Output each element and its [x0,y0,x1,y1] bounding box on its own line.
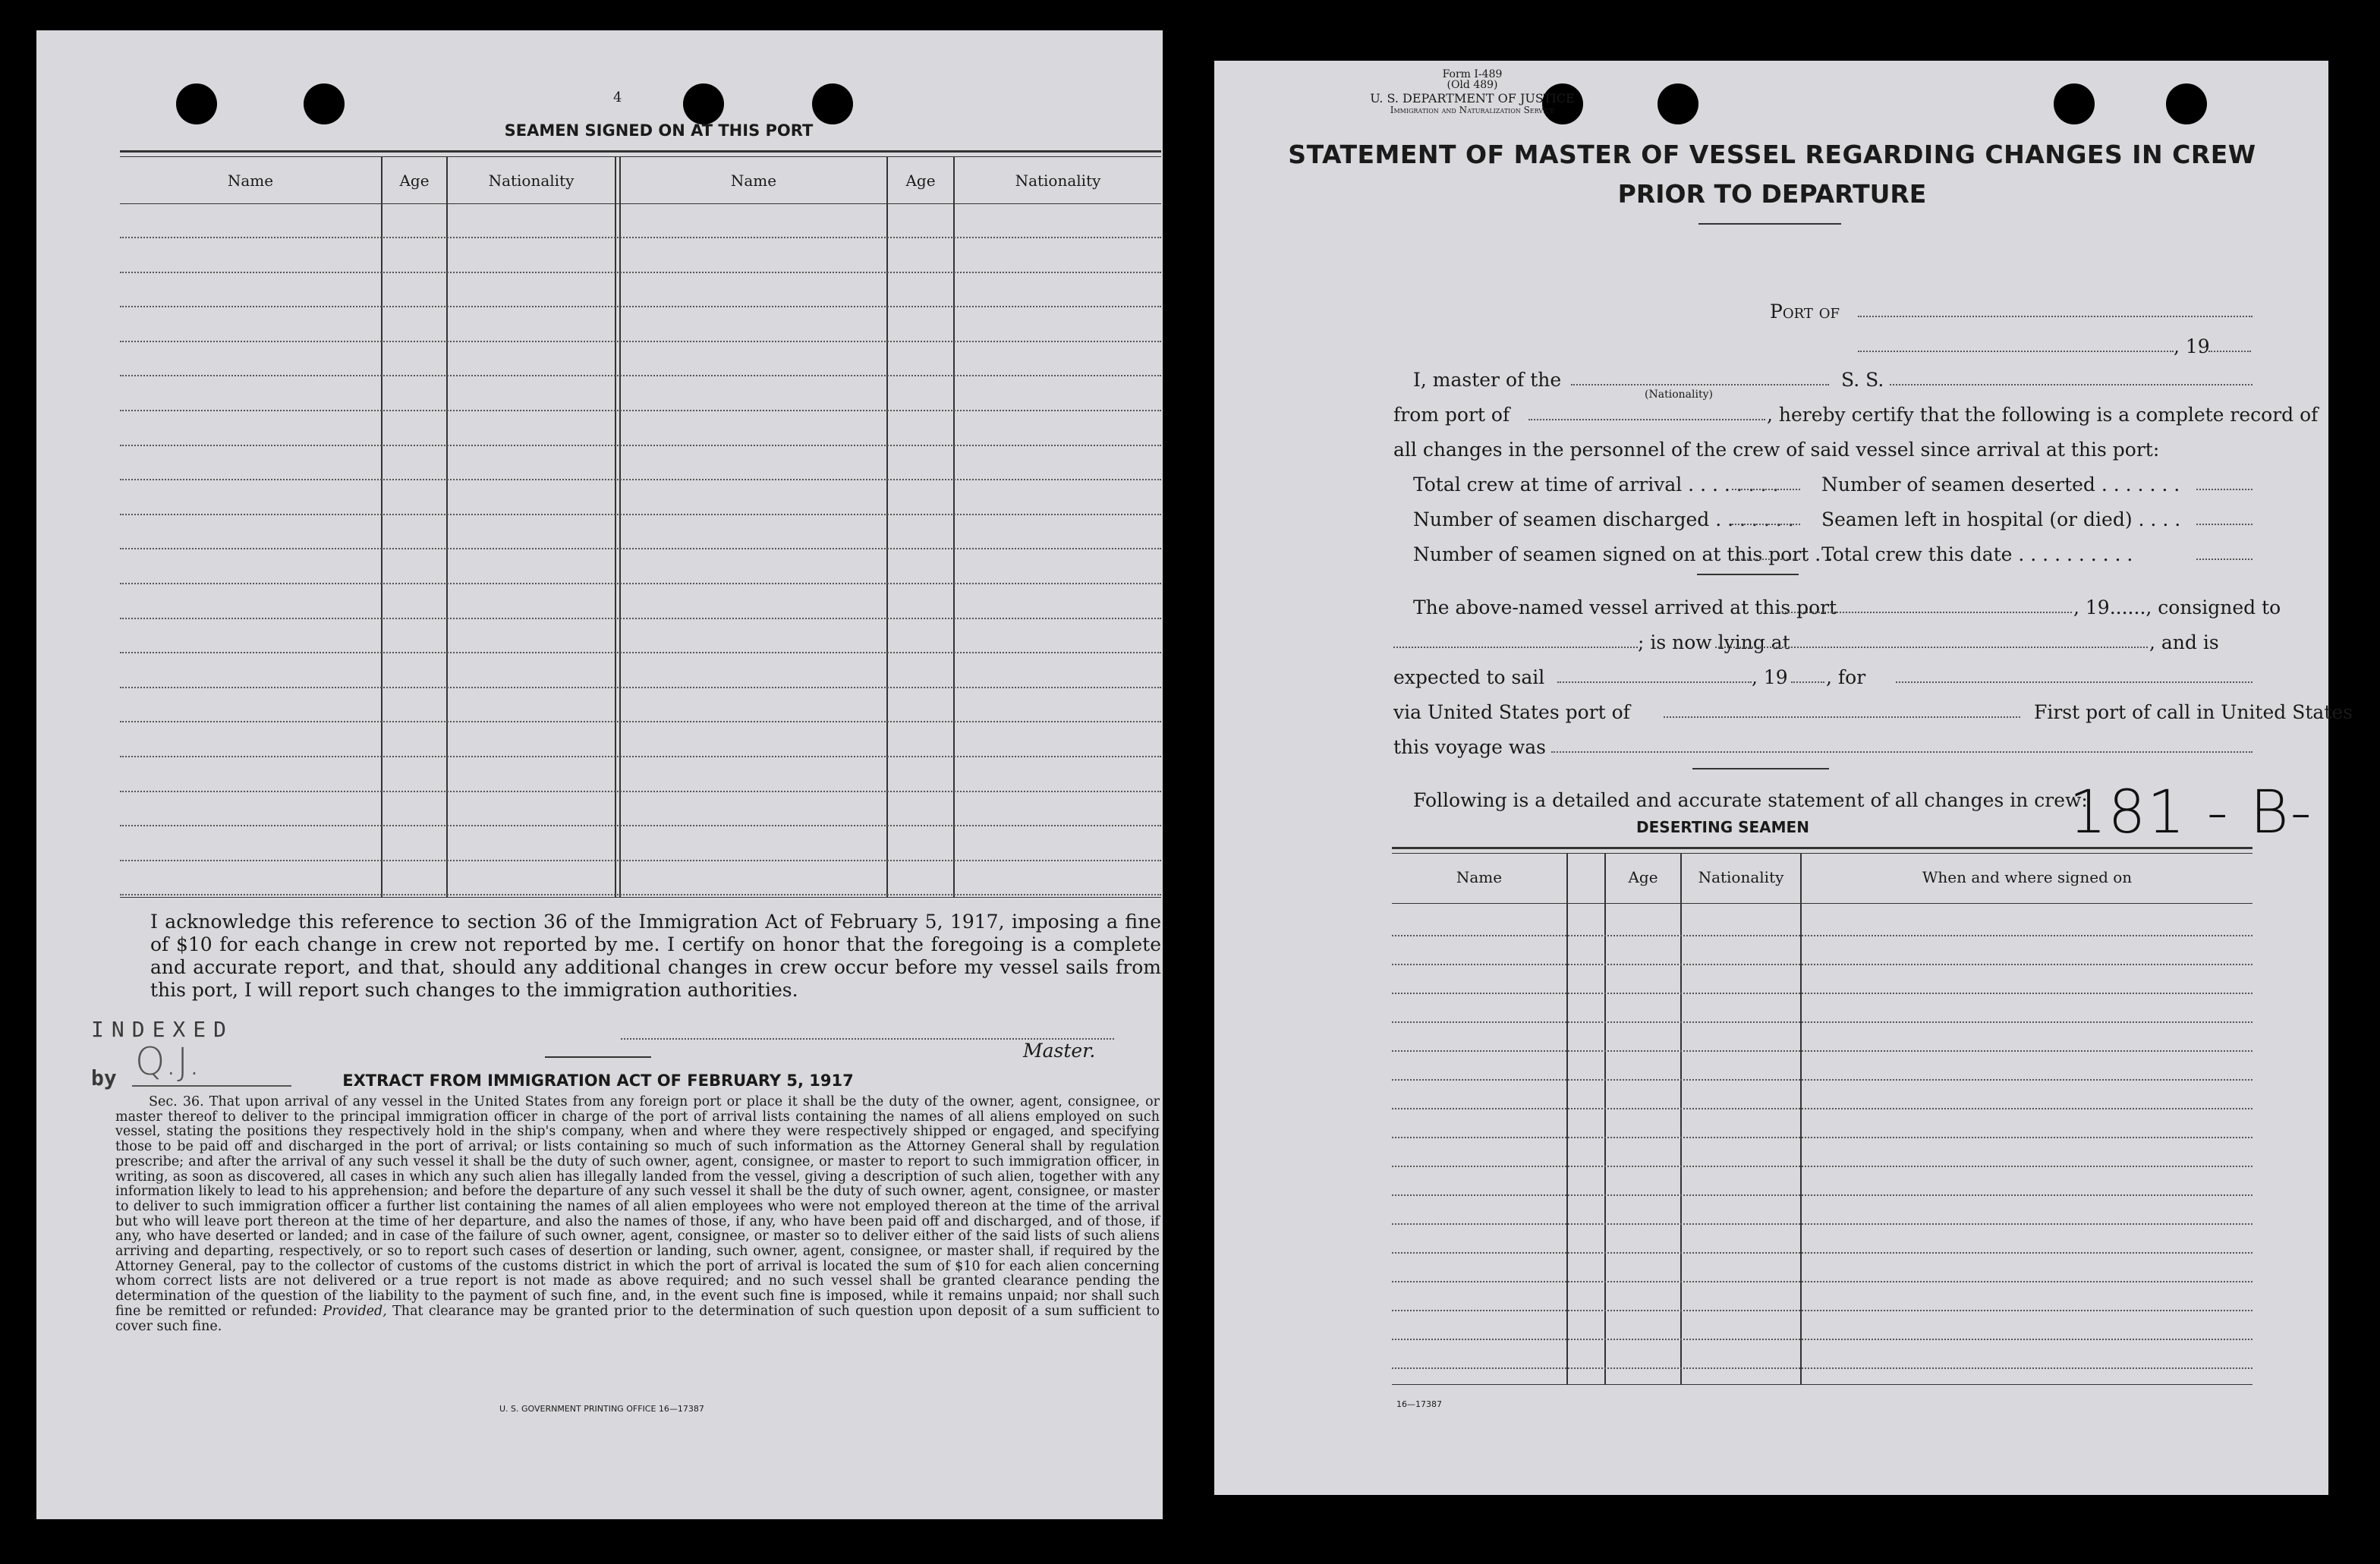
port-of-field[interactable] [1858,316,2252,317]
sail-date-field[interactable] [1557,681,1752,683]
table-row[interactable] [120,583,1161,584]
table-row[interactable] [1392,964,2252,965]
table-row[interactable] [120,791,1161,792]
table-header-rule [120,203,1161,204]
table-header-rule [1392,903,2252,904]
via-us-port-label: via United States port of [1393,701,1630,723]
nationality-field[interactable] [1571,384,1829,385]
extract-proviso: Provided, [323,1303,387,1319]
indexed-initials: Q.J. [135,1040,200,1084]
table-row[interactable] [120,652,1161,653]
column-divider [446,156,448,897]
total-crew-arrival-label: Total crew at time of arrival . . . . . . . . [1413,474,1779,496]
first-port-call-label: First port of call in United States [2034,701,2353,723]
punch-hole [2166,83,2207,124]
punch-hole [812,83,853,124]
form-old-number: (Old 489) [1447,79,1498,91]
column-header-name: Name [730,172,777,190]
first-port-field[interactable] [1551,751,2252,753]
seamen-hospital-field[interactable] [2196,524,2252,525]
table-bottom-rule [1392,1384,2252,1385]
column-header-age: Age [399,172,430,190]
punch-hole [2054,83,2095,124]
table-top-rule [120,156,1161,157]
table-row[interactable] [120,894,1161,895]
indexed-stamp: INDEXED [91,1017,235,1042]
nationality-caption: (Nationality) [1645,389,1713,401]
column-divider [615,156,616,897]
table-row[interactable] [1392,1108,2252,1109]
column-divider [619,156,621,897]
following-statement-text: Following is a detailed and accurate statement of all changes in crew: [1413,789,2088,811]
form-number: Form I-489 [1442,68,1503,80]
indexed-by-label: by [91,1065,117,1090]
punch-hole [304,83,345,124]
separator-rule [545,1056,651,1058]
column-divider [953,156,955,897]
total-crew-date-label: Total crew this date . . . . . . . . . . [1821,543,2133,565]
certification-text: I acknowledge this reference to section 36 of the Immigration Act of February 5, 1917, imposing a fine of $10 for each change in crew not reported by me. I certify on honor that the foregoing is a complete and accurate report, and that, should any additional changes in crew occur before my vessel sails from this port, I will report such changes to the immigration authorities. [150,911,1161,1001]
table-row[interactable] [120,721,1161,722]
consigned-to-label: , 19......, consigned to [2073,596,2281,618]
table-top-rule [120,150,1161,153]
column-header-name: Name [1456,868,1503,886]
seamen-deserted-field[interactable] [2196,489,2252,490]
table-row[interactable] [120,306,1161,307]
extract-body: That upon arrival of any vessel in the United States from any foreign port or place it shall be the duty of the owner, agent, consignee, or master thereof to deliver to the principal immigration officer in charge of the port of arrival lists containing the names of all aliens employed on such vessel, stating the positions they respectively hold in the ship's company, when and where they were respectively shipped or engaged, and specifying those to be paid off and discharged in the port of arrival; or lists containing so much of such information as the Attorney General shall by regulation prescribe; and after the arrival of any such vessel it shall be the duty of such owner, agent, consignee, or master to report to such immigration officer, in writing, as soon as discovered, all cases in which any such alien has illegally landed from the vessel, giving a description of such alien, together with any information likely to lead to his apprehension; and before the departure of any such vessel it shall be the duty of such owner, agent, consignee, or master to deliver to such immigration officer a further list containing the names of all alien employees who were not employed thereon at the time of the arrival but who will leave port thereon at the time of her departure, and also the names of those, if any, who have been paid off and discharged, and of those, if any, who have deserted or landed; and in case of the failure of such owner, agent, consignee, or master so to deliver either of the said lists of such aliens arriving and departing, respectively, or so to report such cases of desertion or landing, such owner, agent, consignee, or master shall, if required by the Attorney General, pay to the collector of customs of the customs district in which the port of arrival is located the sum of $10 for each alien concerning whom correct lists are not delivered or a true report is not made as above required; and no such vessel shall be granted clearance pending the determination of the question of the liability to the payment of such fine, and, in the event such fine is imposed, while it remains unpaid; nor shall such fine be remitted or refunded: [115,1094,1160,1319]
table-row[interactable] [120,445,1161,446]
table-row[interactable] [1392,1137,2252,1138]
form-title-line2: PRIOR TO DEPARTURE [1617,179,1927,209]
handwritten-file-number: 181 - B- [2069,779,2313,847]
table-row[interactable] [1392,1281,2252,1282]
printer-line: U. S. GOVERNMENT PRINTING OFFICE 16—17387 [499,1404,704,1414]
table-row[interactable] [1392,1310,2252,1311]
lying-at-field[interactable] [1715,647,2148,648]
table-row[interactable] [120,618,1161,619]
consignee-field[interactable] [1393,647,1638,648]
sail-year-field[interactable] [1791,681,1824,683]
total-crew-arrival-field[interactable] [1732,489,1800,490]
seamen-hospital-label: Seamen left in hospital (or died) . . . . [1821,508,2181,530]
all-changes-text: all changes in the personnel of the crew of said vessel since arrival at this port: [1393,439,2160,461]
master-signature-label: Master. [1023,1040,1096,1062]
table-row[interactable] [1392,1050,2252,1052]
arrival-date-field[interactable] [1779,612,2072,613]
column-divider [1680,853,1682,1384]
totals-rule [1697,574,1799,575]
column-header-age: Age [905,172,936,190]
table-row[interactable] [1392,993,2252,994]
department-name: U. S. DEPARTMENT OF JUSTICE [1370,91,1575,105]
table-row[interactable] [1392,1252,2252,1254]
seamen-discharged-field[interactable] [1732,524,1800,525]
table-row[interactable] [120,825,1161,826]
punch-hole [176,83,217,124]
expected-to-sail-label: expected to sail [1393,666,1545,688]
table-row[interactable] [1392,1367,2252,1369]
table-row[interactable] [120,237,1161,238]
service-name: Immigration and Naturalization Service [1390,105,1555,115]
destination-field[interactable] [1896,681,2252,683]
extract-end: That clearance may be granted prior to the determination of such question upon deposit of a sum sufficient to cover such fine. [115,1303,1160,1334]
table-row[interactable] [1392,935,2252,936]
table-row[interactable] [120,860,1161,861]
column-divider [886,156,888,897]
column-divider [1566,853,1568,1384]
seamen-deserted-label: Number of seamen deserted . . . . . . . [1821,474,2180,496]
certify-text: , hereby certify that the following is a complete record of [1767,404,2319,426]
column-divider [1604,853,1606,1384]
deserting-seamen-title: DESERTING SEAMEN [1636,818,1809,836]
table-row[interactable] [1392,1166,2252,1167]
table-top-rule [1392,847,2252,849]
this-voyage-was-label: this voyage was [1393,736,1547,758]
extract-title: EXTRACT FROM IMMIGRATION ACT OF FEBRUARY 5, 1917 [342,1072,854,1090]
right-page [1214,61,2353,1495]
vessel-name-field[interactable] [1890,384,2252,385]
column-header-nationality: Nationality [488,172,575,190]
title-rule [1698,223,1841,225]
table-row[interactable] [120,514,1161,515]
table-row[interactable] [1392,1021,2252,1023]
table-row[interactable] [120,479,1161,480]
table-row[interactable] [120,687,1161,688]
table-row[interactable] [1392,1079,2252,1081]
table-row[interactable] [120,375,1161,376]
column-header-signed-on: When and where signed on [1922,868,2133,886]
date-field[interactable] [1858,351,2174,352]
ss-label: S. S. [1841,369,1884,391]
from-port-of-label: from port of [1393,404,1510,426]
table-row[interactable] [1392,1339,2252,1340]
column-divider [381,156,382,897]
punch-hole [683,83,724,124]
printer-code: 16—17387 [1396,1399,1442,1409]
and-is-label: , and is [2149,631,2219,653]
year-field[interactable] [2208,351,2251,352]
column-header-age: Age [1628,868,1658,886]
column-header-nationality: Nationality [1698,868,1784,886]
seamen-signed-on-field[interactable] [1732,559,1800,560]
master-of-the-label: I, master of the [1413,369,1562,391]
indexed-underline [132,1085,291,1087]
table-row[interactable] [120,341,1161,342]
table-row[interactable] [120,548,1161,549]
extract-text [115,1095,1160,1334]
extract-lead: Sec. 36. [149,1094,204,1109]
sail-year-prefix: , 19 [1752,666,1788,688]
column-divider [1800,853,1802,1384]
table-top-rule [1392,853,2252,854]
vessel-arrived-label: The above-named vessel arrived at this port [1413,596,1837,618]
section-title: SEAMEN SIGNED ON AT THIS PORT [504,121,814,140]
seamen-signed-on-label: Number of seamen signed on at this port . . [1413,543,1834,565]
table-row[interactable] [120,756,1161,757]
table-bottom-rule [120,897,1161,898]
table-row[interactable] [120,410,1161,411]
now-lying-at-label: ; is now lying at [1638,631,1790,653]
total-crew-date-field[interactable] [2196,559,2252,560]
table-row[interactable] [1392,1194,2252,1196]
year-prefix: , 19 [2174,335,2210,357]
column-header-name: Name [227,172,274,190]
column-header-nationality: Nationality [1015,172,1101,190]
table-row[interactable] [120,272,1161,273]
section-rule [1692,768,1829,769]
port-of-label: Port of [1770,301,1840,323]
from-port-field[interactable] [1528,419,1765,420]
table-row[interactable] [1392,1223,2252,1225]
left-page [36,30,1163,1519]
via-us-port-field[interactable] [1664,716,2020,718]
page-number: 4 [613,90,622,105]
seamen-discharged-label: Number of seamen discharged . . . . . . . [1413,508,1794,530]
for-label: , for [1826,666,1866,688]
form-title-line1: STATEMENT OF MASTER OF VESSEL REGARDING CHANGES IN CREW [1288,140,2256,169]
